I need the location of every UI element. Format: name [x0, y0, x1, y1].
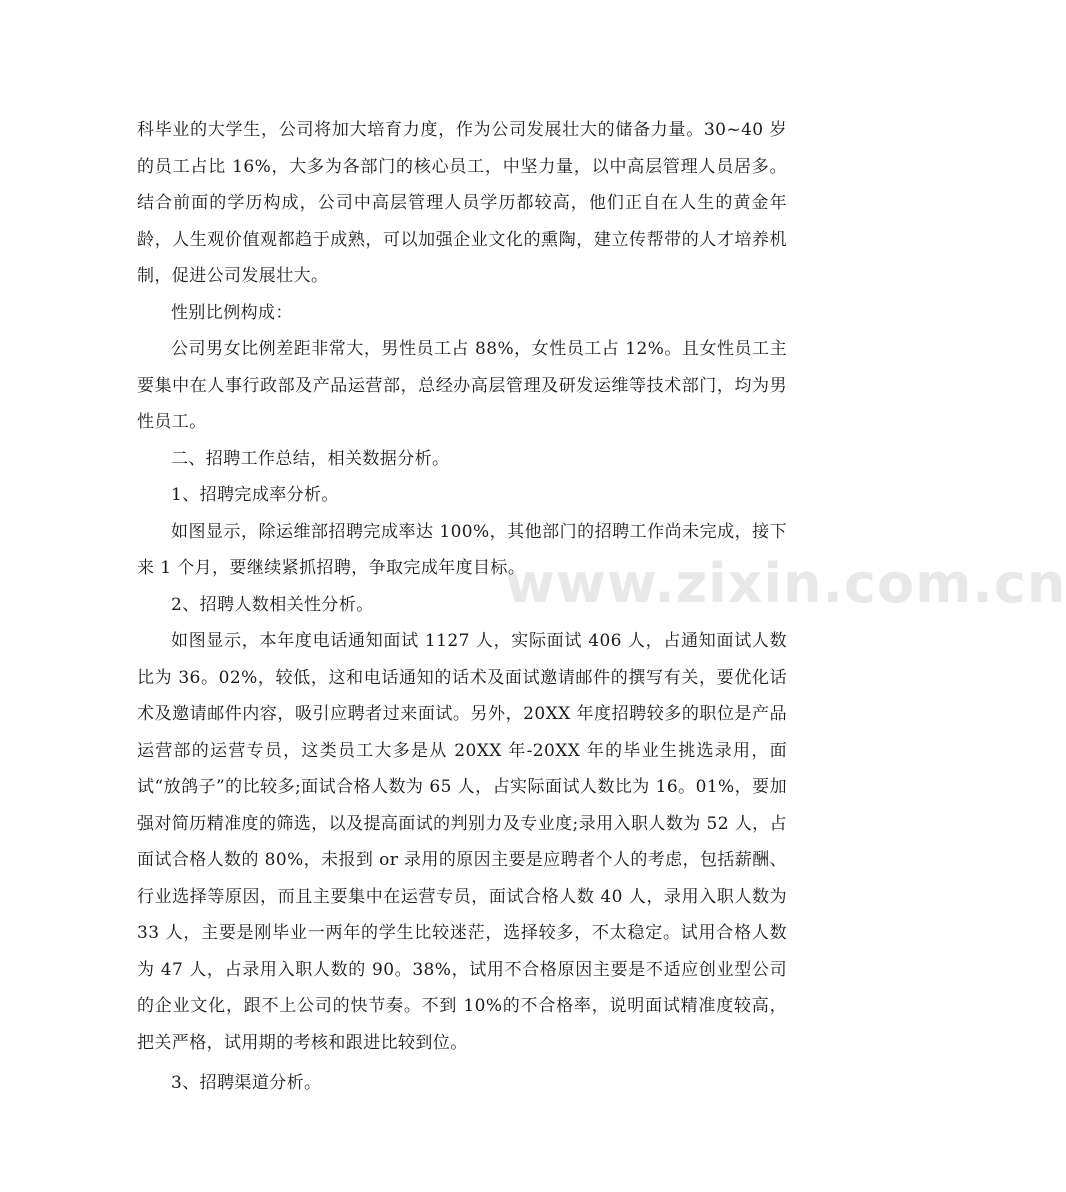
document-body: [137, 112, 787, 1102]
paragraph-correlation: 如图显示，本年度电话通知面试 1127 人，实际面试 406 人，占通知面试人数比为 36。02%，较低，这和电话通知的话术及面试邀请邮件的撰写有关，要优化话术及邀请邮件内容，吸引应聘者过来面试。另外，20XX 年度招聘较多的职位是产品运营部的运营专员，这类员工大多是从 20XX 年-20XX 年的毕业生挑选录用，面试“放鸽子”的比较多;面试合格人数为 65 人，占实际面试人数比为 16。01%，要加强对简历精准度的筛选，以及提高面试的判别力及专业度;录用入职人数为 52 人，占面试合格人数的 80%，未报到 or 录用的原因主要是应聘者个人的考虑，包括薪酬、行业选择等原因，而且主要集中在运营专员，面试合格人数 40 人，录用入职人数为 33 人，主要是刚毕业一两年的学生比较迷茫，选择较多，不太稳定。试用合格人数为 47 人，占录用入职人数的 90。38%，试用不合格原因主要是不适应创业型公司的企业文化，跟不上公司的快节奏。不到 10%的不合格率，说明面试精准度较高，把关严格，试用期的考核和跟进比较到位。: [137, 631, 787, 1053]
subheading-correlation: 2、招聘人数相关性分析。: [171, 594, 374, 615]
paragraph-completion-rate: 如图显示，除运维部招聘完成率达 100%，其他部门的招聘工作尚未完成，接下来 1 个月，要继续紧抓招聘，争取完成年度目标。: [137, 521, 787, 578]
subheading-completion-rate: 1、招聘完成率分析。: [171, 485, 339, 505]
subheading-channels: 3、招聘渠道分析。: [171, 1073, 322, 1093]
paragraph-gender-ratio: 公司男女比例差距非常大，男性员工占 88%，女性员工占 12%。且女性员工主要集中在人事行政部及产品运营部，总经办高层管理及研发运维等技术部门，均为男性员工。: [137, 339, 787, 432]
watermark: www.zixin.com.cn: [505, 552, 1066, 615]
section-heading-recruitment: 二、招聘工作总结，相关数据分析。: [171, 448, 450, 469]
paragraph-age-analysis: 科毕业的大学生，公司将加大培育力度，作为公司发展壮大的储备力量。30~40 岁的员工占比 16%，大多为各部门的核心员工，中坚力量，以中高层管理人员居多。结合前面的学历构成，公司中高层管理人员学历都较高，他们正自在人生的黄金年龄，人生观价值观都趋于成熟，可以加强企业文化的熏陶，建立传帮带的人才培养机制，促进公司发展壮大。: [137, 120, 787, 286]
heading-gender-ratio: 性别比例构成：: [171, 302, 293, 323]
